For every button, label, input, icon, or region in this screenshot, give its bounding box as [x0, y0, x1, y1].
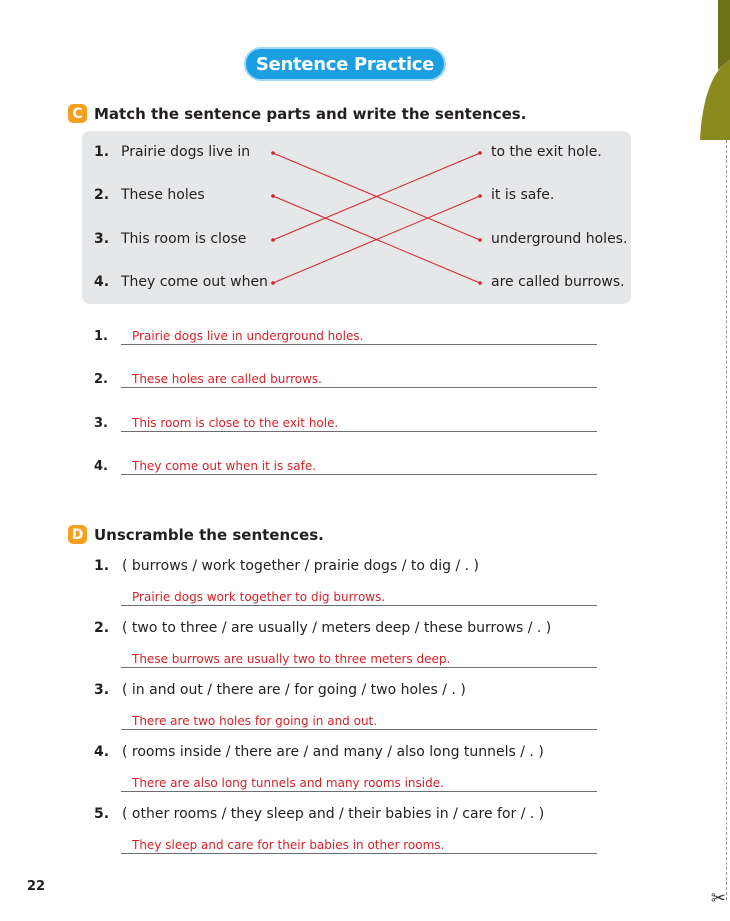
- answer-line: [121, 711, 597, 730]
- answer-text: There are also long tunnels and many rooms inside.: [132, 776, 444, 790]
- answer-text: These holes are called burrows.: [132, 372, 322, 386]
- unscramble-prompt: [94, 806, 544, 822]
- unscramble-prompt: [94, 682, 466, 698]
- item-number: 4.: [94, 274, 110, 290]
- answer-text: These burrows are usually two to three meters deep.: [132, 652, 451, 666]
- prompt-text: ( other rooms / they sleep and / their babies in / care for / . ): [122, 806, 545, 822]
- unscramble-prompt: [94, 558, 479, 574]
- match-dot: [271, 151, 275, 155]
- match-right-item: it is safe.: [491, 187, 555, 203]
- answer-number: 3.: [94, 416, 108, 431]
- item-number: 2.: [94, 187, 110, 203]
- item-number: 2.: [94, 620, 110, 636]
- item-number: 5.: [94, 806, 110, 822]
- prompt-text: ( burrows / work together / prairie dogs / to dig / . ): [122, 558, 480, 574]
- match-dot: [271, 194, 275, 198]
- answer-text: There are two holes for going in and out.: [132, 714, 378, 728]
- answer-line: [121, 456, 597, 475]
- section-d-badge: D: [68, 525, 87, 544]
- scissors-icon: ✂: [710, 888, 726, 909]
- answer-text: Prairie dogs live in underground holes.: [132, 329, 364, 343]
- item-number: 1.: [94, 558, 110, 574]
- section-c-badge: C: [68, 104, 87, 123]
- match-dot: [478, 238, 482, 242]
- match-right-item: underground holes.: [491, 231, 628, 247]
- match-dot: [271, 281, 275, 285]
- item-text: They come out when: [121, 274, 268, 290]
- match-dot: [271, 238, 275, 242]
- prompt-text: ( rooms inside / there are / and many / also long tunnels / . ): [122, 744, 544, 760]
- section-d-header: [68, 525, 324, 544]
- item-text: These holes: [121, 187, 205, 203]
- answer-number: 2.: [94, 372, 108, 387]
- match-right-item: to the exit hole.: [491, 144, 602, 160]
- answer-line: [121, 835, 597, 854]
- item-number: 3.: [94, 231, 110, 247]
- page-title: Sentence Practice: [244, 47, 446, 81]
- prompt-text: ( in and out / there are / for going / two holes / . ): [122, 682, 466, 698]
- match-right-item: are called burrows.: [491, 274, 625, 290]
- answer-text: This room is close to the exit hole.: [132, 416, 339, 430]
- item-number: 4.: [94, 744, 110, 760]
- answer-text: They come out when it is safe.: [132, 459, 317, 473]
- answer-number: 4.: [94, 459, 108, 474]
- answer-line: [121, 649, 597, 668]
- answer-number: 1.: [94, 329, 108, 344]
- unscramble-prompt: [94, 744, 544, 760]
- section-d-instruction: Unscramble the sentences.: [94, 525, 324, 544]
- answer-text: They sleep and care for their babies in other rooms.: [132, 838, 445, 852]
- answer-line: [121, 369, 597, 388]
- page-number: 22: [27, 879, 46, 894]
- match-dot: [478, 151, 482, 155]
- section-c-instruction: Match the sentence parts and write the sentences.: [94, 104, 527, 123]
- item-number: 3.: [94, 682, 110, 698]
- unscramble-prompt: [94, 620, 551, 636]
- answer-line: [121, 587, 597, 606]
- answer-line: [121, 326, 597, 345]
- item-text: This room is close: [121, 231, 247, 247]
- match-dot: [478, 281, 482, 285]
- answer-line: [121, 413, 597, 432]
- match-dot: [478, 194, 482, 198]
- item-number: 1.: [94, 144, 110, 160]
- prompt-text: ( two to three / are usually / meters deep / these burrows / . ): [122, 620, 552, 636]
- answer-text: Prairie dogs work together to dig burrows.: [132, 590, 386, 604]
- answer-line: [121, 773, 597, 792]
- item-text: Prairie dogs live in: [121, 144, 251, 160]
